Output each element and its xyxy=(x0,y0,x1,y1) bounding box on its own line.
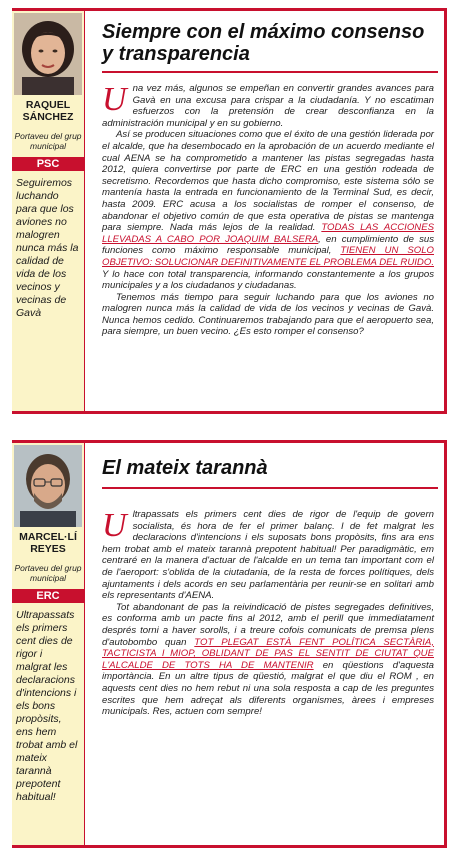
article-title: El mateix tarannà xyxy=(102,457,268,479)
drop-cap: U xyxy=(102,507,127,544)
highlight-text: TODAS LAS ACCIONES LLEVADAS A CABO POR JOAQUIM BALSERA xyxy=(102,222,435,245)
party-badge: PSC xyxy=(12,157,84,171)
author-photo-marcelli xyxy=(14,445,82,527)
article-erc xyxy=(12,440,447,848)
highlight-text: TOT PLEGAT ESTÀ FENT POLÍTICA SECTÀRIA, TACTICISTA I MIOP, OBLIDANT DE PAS EL SENTIT DE CIUTAT QUE L'ALCALDE DE TOTS HA DE MANTENIR xyxy=(102,636,434,671)
title-rule xyxy=(102,487,438,489)
article-body: Ultrapassats els primers cent dies de rigor de l'equip de govern socialista, és hora de fer el primer balanç. I de fet malgrat les declaracions d'intencions i els suposats bons propòsits, fins ara ens hem trobat amb el mateix tarannà prepotent habitual! Per paradigmàtic, em centraré en la manera d'actuar de l'alcalde en un tema tan important com el de l'aeroport: s'oblida de la ciutadania, de la resta de forces polítiques, dels ajuntaments i dels acords en seu parlamentària per reunir-se en solitari amb els representants d'AENA. Tot abandonant de pas la reivindicació de pistes segregades definitives, es conforma amb un pacte fins al 2012, amb el perill que immediatament després torni a haver sorolls, i a treure cofois comunicats de premsa plens d'autobombo quan TOT PLEGAT ESTÀ FENT POLÍTICA SECTÀRIA, TACTICISTA I MIOP, OBLIDANT DE PAS EL SENTIT DE CIUTAT QUE L'ALCALDE DE TOTS HA DE MANTENIR en qüestions d'aquesta importància. En un altre tipus de qüestió, malgrat el que diu el ROM , en aquests cent dies no hem rebut ni una sola resposta a cap de les preguntes escrites que hem adreçat als diferents organismes, àrees i empreses municipals. Res, actuen com sempre! xyxy=(102,507,435,718)
author-role: Portaveu del grup municipal xyxy=(14,131,82,151)
pull-quote: Seguiremos luchando para que los aviones no malogren nunca más la calidad de vida de los vecinos y vecinas de Gavà xyxy=(16,177,79,319)
author-last-name: SÁNCHEZ xyxy=(22,111,74,123)
author-column xyxy=(12,443,85,845)
article-body: Una vez más, algunos se empeñan en convertir grandes avances para Gavà en una excusa para crispar a la ciudadanía. Y no escatiman esfuerzos con la pretensión de crear desconfianza en la administración municipal y en su gobierno. Así se producen situaciones como que el éxito de una gestión liderada por el alcalde, que ha desembocado en la aprobación de un acuerdo mediante el cual AENA se ha comprometido a mantener las pistas segregadas hasta 2012, quiera convertirse por parte de ERC en una gestión rodeada de secretismo. Recordemos que hasta dicho compromiso, este sistema sólo se mantenía hasta la entrada en funcionamiento de la Terminal Sud, es decir, hasta 2009. ERC acusa a los socialistas de romper el consenso, de abandonar el objetivo común de que esta operativa de pistas se mantenga para siempre. Nada más lejos de la realidad. TODAS LAS ACCIONES LLEVADAS A CABO POR JOAQUIM BALSERA, en cumplimiento de sus funciones como máximo responsable municipal, TIENEN UN SOLO OBJETIVO: SOLUCIONAR DEFINITIVAMENTE EL PROBLEMA DEL RUIDO. Y lo hace con total transparencia, informando constantemente a los grupos municipales y a los ciudadanos y ciudadanas. Tenemos más tiempo para seguir luchando para que los aviones no malogren nunca más la calidad de vida de los vecinos y vecinas de Gavà. Nunca hemos cedido. Continuaremos trabajando para que el aeropuerto sea, para siempre, un buen vecino. ¿Es esto romper el consenso? xyxy=(102,81,435,338)
party-badge: ERC xyxy=(12,589,84,603)
author-first-name: MARCEL·LÍ xyxy=(19,531,77,543)
author-first-name: RAQUEL xyxy=(25,99,71,111)
pull-quote: Ultrapassats els primers cent dies de rigor i malgrat les declaracions d'intencions i els bons propòsits, ens hem trobat amb el mateix tarannà prepotent habitual! xyxy=(16,609,78,803)
highlight-text: TIENEN UN SOLO OBJETIVO: SOLUCIONAR DEFINITIVAMENTE EL PROBLEMA DEL RUIDO. xyxy=(102,245,434,268)
author-column xyxy=(12,11,85,411)
drop-cap: U xyxy=(102,81,127,118)
title-rule xyxy=(102,71,438,73)
author-photo-raquel xyxy=(14,13,82,95)
article-psc xyxy=(12,8,447,414)
article-title: Siempre con el máximo consenso y transparencia xyxy=(102,21,425,65)
author-role: Portaveu del grup municipal xyxy=(14,563,82,583)
author-last-name: REYES xyxy=(30,543,66,555)
